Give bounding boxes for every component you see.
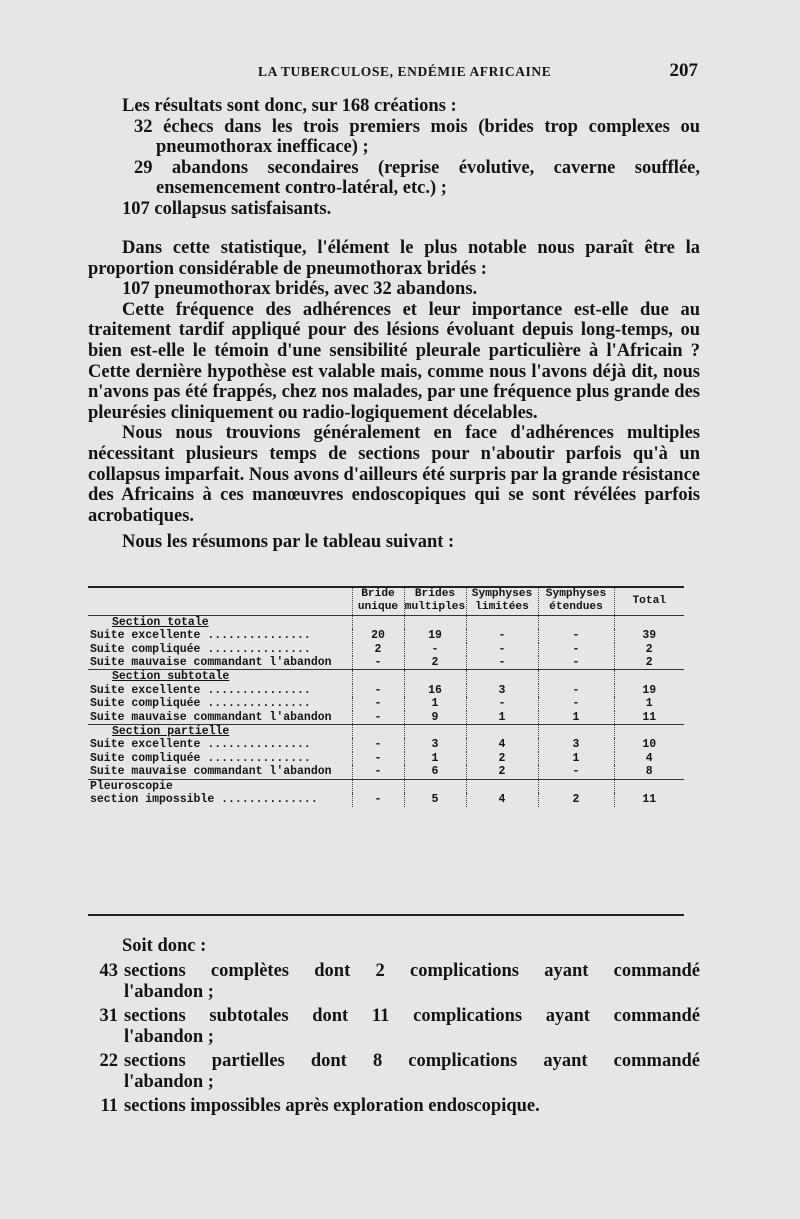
results-table-grid [88, 588, 684, 807]
table-cell: - [538, 656, 614, 670]
table-cell: - [538, 643, 614, 656]
table-cell: 1 [538, 752, 614, 765]
table-cell: 6 [404, 765, 466, 779]
paragraph: Cette fréquence des adhérences et leur importance est-elle due au traitement tardif appliqué pour des lésions évoluant depuis long-temps, ou bien est-elle le témoin d'une sensibilité pleurale particulière à l'Africain ? Cette dernière hypothèse est valable mais, comme nous l'avons déjà dit, nous n'avons pas été frappés, chez nos malades, par une fréquence plus grande des pleurésies cliniquement ou radio-logiquement décelables. [88, 299, 700, 423]
intro-item: 107 collapsus satisfaisants. [122, 198, 332, 219]
conclusion-number: 43 [99, 961, 118, 981]
table-cell-empty [538, 670, 614, 684]
running-title: LA TUBERCULOSE, ENDÉMIE AFRICAINE [258, 64, 552, 79]
table-cell: 10 [614, 738, 684, 751]
running-head [88, 60, 700, 84]
table-cell [614, 779, 684, 793]
conclusion-continuation: l'abandon ; [124, 1072, 214, 1092]
header-bride-unique: Bride unique [352, 588, 404, 615]
table-row [88, 684, 684, 697]
table-cell: - [352, 793, 404, 806]
row-label: Suite excellente ............... [90, 738, 311, 752]
header-brides-multiples: Brides multiples [404, 588, 466, 614]
table-row [88, 697, 684, 710]
conclusion-text: sections impossibles après exploration endoscopique. [124, 1096, 540, 1116]
table-cell-empty [352, 670, 404, 684]
table-cell-empty [404, 670, 466, 684]
table-cell: - [352, 765, 404, 779]
table-cell: 5 [404, 793, 466, 806]
table-cell: 2 [614, 656, 684, 670]
table-cell [466, 779, 538, 793]
paragraph: Dans cette statistique, l'élément le plus notable nous paraît être la proportion considérable de pneumothorax bridés : [88, 238, 700, 279]
section-title: Section partielle [88, 725, 352, 739]
table-cell: 2 [404, 656, 466, 670]
table-cell-empty [466, 670, 538, 684]
table-cell: 1 [404, 752, 466, 765]
table-cell: - [352, 656, 404, 670]
table-cell-empty [466, 615, 538, 629]
conclusion-continuation: l'abandon ; [124, 1027, 214, 1047]
table-cell: 4 [466, 738, 538, 751]
row-label: Suite excellente ............... [90, 629, 311, 643]
row-label: Suite mauvaise commandant l'abandon [90, 710, 332, 724]
table-cell: 16 [404, 684, 466, 697]
table-cell: 1 [614, 697, 684, 710]
conclusion-list [88, 961, 700, 1117]
table-cell: - [352, 752, 404, 765]
section-title: Section totale [88, 615, 352, 629]
table-cell: - [352, 684, 404, 697]
table-row [88, 629, 684, 642]
paragraph: Nous les résumons par le tableau suivant : [122, 532, 455, 553]
table-group-title-row [88, 725, 684, 739]
row-label: Pleuroscopie [88, 779, 352, 793]
row-label: Suite compliquée ............... [90, 751, 311, 765]
table-cell-empty [404, 615, 466, 629]
conclusion-block [88, 936, 700, 1120]
table-cell: 1 [404, 697, 466, 710]
table-cell: - [466, 629, 538, 642]
table-group-title-row [88, 670, 684, 684]
row-label: Suite mauvaise commandant l'abandon [90, 656, 332, 670]
table-cell: - [466, 697, 538, 710]
table-cell-empty [614, 670, 684, 684]
conclusion-item [88, 1096, 700, 1117]
table-cell: - [538, 765, 614, 779]
conclusion-number: 11 [100, 1096, 118, 1116]
table-cell: 1 [466, 711, 538, 725]
table-cell-empty [352, 725, 404, 739]
conclusion-item [88, 1006, 700, 1048]
paragraph: Nous nous trouvions généralement en face d'adhérences multiples nécessitant plusieurs temps de sections pour n'aboutir parfois qu'à un collapsus imparfait. Nous avons d'ailleurs été surpris par la grande résistance des Africains à ces manœuvres endoscopiques qui se sont révélées parfois acrobatiques. [88, 423, 700, 526]
conclusion-text: sections partielles dont 8 complications ayant commandé [124, 1051, 700, 1071]
table-cell: 3 [538, 738, 614, 751]
table-cell-empty [614, 615, 684, 629]
table-row [88, 711, 684, 725]
conclusion-number: 31 [99, 1006, 118, 1026]
table-cell-empty [614, 725, 684, 739]
table-cell: 3 [466, 684, 538, 697]
table-cell: 2 [352, 643, 404, 656]
table-cell: 3 [404, 738, 466, 751]
header-blank [88, 588, 352, 615]
table-row [88, 752, 684, 765]
table-cell [352, 779, 404, 793]
table-cell: 11 [614, 793, 684, 806]
table-cell: 19 [404, 629, 466, 642]
table-cell [404, 779, 466, 793]
table-cell: 2 [466, 752, 538, 765]
conclusion-lead: Soit donc : [122, 936, 207, 956]
intro-item: 32 échecs dans les trois premiers mois (brides trop complexes ou pneumothorax inefficace) ; [134, 116, 700, 158]
table-cell: - [466, 656, 538, 670]
table-group-title-row [88, 615, 684, 629]
page-number: 207 [669, 60, 698, 81]
conclusion-continuation: l'abandon ; [124, 982, 214, 1002]
row-label: Suite compliquée ............... [90, 697, 311, 711]
table-cell: - [538, 697, 614, 710]
table-header-row [88, 588, 684, 615]
table-row [88, 779, 684, 793]
row-label: Suite mauvaise commandant l'abandon [90, 765, 332, 779]
paragraph: 107 pneumothorax bridés, avec 32 abandons. [122, 279, 478, 300]
intro-lead: Les résultats sont donc, sur 168 créations : [122, 96, 457, 116]
row-label: section impossible .............. [90, 793, 318, 807]
table-cell: 2 [466, 765, 538, 779]
section-title: Section subtotale [88, 670, 352, 684]
table-cell: 39 [614, 629, 684, 642]
intro-item: 29 abandons secondaires (reprise évolutive, caverne soufflée, ensemencement contro-latéral, etc.) ; [134, 157, 700, 199]
table-row [88, 738, 684, 751]
conclusion-text: sections subtotales dont 11 complications ayant commandé [124, 1006, 700, 1026]
table-cell: 11 [614, 711, 684, 725]
body-text [88, 238, 700, 553]
header-total: Total [614, 588, 684, 615]
table-cell: - [538, 629, 614, 642]
table-row [88, 643, 684, 656]
table-cell-empty [538, 615, 614, 629]
row-label: Suite compliquée ............... [90, 642, 311, 656]
table-cell: 2 [614, 643, 684, 656]
conclusion-number: 22 [99, 1051, 118, 1071]
header-symphyses-limitees: Symphyses limitées [466, 588, 538, 615]
conclusion-item [88, 1051, 700, 1093]
table-row [88, 765, 684, 779]
table-cell: - [404, 643, 466, 656]
intro-block [88, 96, 700, 220]
table-cell: 8 [614, 765, 684, 779]
row-label: Suite excellente ............... [90, 683, 311, 697]
table-cell: - [466, 643, 538, 656]
table-cell-empty [404, 725, 466, 739]
table-cell: - [352, 711, 404, 725]
conclusion-item [88, 961, 700, 1003]
table-cell: - [352, 697, 404, 710]
table-row [88, 793, 684, 806]
table-cell-empty [466, 725, 538, 739]
table-cell: 19 [614, 684, 684, 697]
table-cell: 9 [404, 711, 466, 725]
results-table [88, 586, 684, 916]
table-cell: 20 [352, 629, 404, 642]
header-symphyses-etendues: Symphyses étendues [538, 588, 614, 615]
table-cell-empty [352, 615, 404, 629]
table-cell: 1 [538, 711, 614, 725]
table-cell: 4 [614, 752, 684, 765]
table-cell: 4 [466, 793, 538, 806]
table-cell: 2 [538, 793, 614, 806]
table-cell [538, 779, 614, 793]
table-cell: - [538, 684, 614, 697]
conclusion-text: sections complètes dont 2 complications ayant commandé [124, 961, 700, 981]
table-cell: - [352, 738, 404, 751]
table-cell-empty [538, 725, 614, 739]
table-row [88, 656, 684, 670]
